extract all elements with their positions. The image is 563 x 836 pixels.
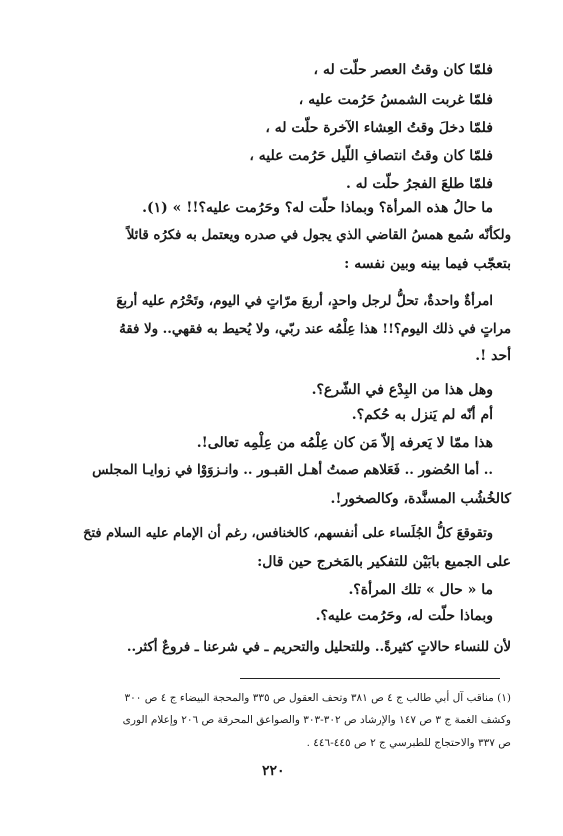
text-line: مراتٍ في ذلك اليوم؟!! هذا عِلْمُه عند ربّي، ولا يُحيط به فقهي.. ولا فقهُ [119, 322, 511, 337]
text-line: لأن للنساء حالاتٍ كثيرةً.. وللتحليل والتحريم ـ في شرعنا ـ فروعٌ أكثر.. [126, 640, 511, 655]
text-line: وبماذا حلّت له، وحَرُمت عليه؟. [315, 608, 493, 624]
text-line: وهل هذا من البِدْع في الشّرع؟. [311, 382, 493, 398]
text-line: فلمّا غربت الشمسُ حَرُمت عليه ، [298, 92, 493, 108]
footnote-divider [240, 678, 500, 679]
text-line: أحد !. [475, 348, 511, 364]
text-line: كالخُشُب المسنَّدة، وكالصخور!. [330, 491, 511, 507]
text-line: فلمّا كان وقتُ العصر حلّت له ، [313, 62, 493, 78]
text-line: وتقوقعَ كلُّ الجُلَساء على أنفسهم، كالخنافس، رغم أن الإمام عليه السلام فتحَ [83, 526, 493, 541]
text-line: .. أما الحُضور .. فَعَلاهم صمتُ أهـل القبـور .. وانـزوَوْا في زوايـا المجلس [92, 463, 493, 478]
footnote-line: ص ٣٣٧ والاحتجاج للطبرسي ج ٢ ص ٤٤٥-٤٤٦ . [306, 737, 511, 749]
footnote-line: وكشف الغمة ج ٣ ص ١٤٧ والإرشاد ص ٣٠٢-٣٠٣ والصواعق المحرقة ص ٢٠٦ وإعلام الورى [122, 714, 511, 726]
text-line: ما « حال » تلك المرأة؟. [348, 582, 493, 598]
text-line: بتعجّب فيما بينه وبين نفسه : [344, 256, 511, 272]
page-number: ٢٢٠ [262, 763, 285, 779]
text-line: ولكأنّه سُمع همسُ القاضي الذي يجول في صدره ويعتمل به فكرُه قائلاً [126, 228, 511, 243]
footnote-line: (١) مناقب آل أبي طالب ج ٤ ص ٣٨١ وتحف العقول ص ٣٣٥ والمحجة البيضاء ج ٤ ص ٣٠٠ [124, 692, 511, 704]
text-line: امرأةٌ واحدةٌ، تحلُّ لرجل واحدٍ، أربعَ مرّاتٍ في اليوم، وتَحْرُم عليه أربعَ [116, 294, 493, 309]
text-line: فلمّا طلعَ الفجرُ حلّت له . [346, 176, 493, 192]
text-line: على الجميع بابَيْن للتفكير بالمَخرج حين قال: [257, 554, 511, 570]
text-line: هذا ممّا لا يَعرفه إلاّ مَن كان عِلْمُه من عِلْمِه تعالى!. [196, 435, 493, 451]
text-line: فلمّا دخلَ وقتُ العِشاء الآخرة حلّت له ، [265, 120, 493, 136]
text-line: فلمّا كان وقتُ انتصافِ اللّيل حَرُمت عليه ، [249, 148, 493, 164]
text-line: أم أنّه لم يَنزل به حُكم؟. [351, 407, 493, 423]
text-line: ما حالُ هذه المرأة؟ وبماذا حلّت له؟ وحَرُمت عليه؟!! » (١). [142, 200, 493, 216]
